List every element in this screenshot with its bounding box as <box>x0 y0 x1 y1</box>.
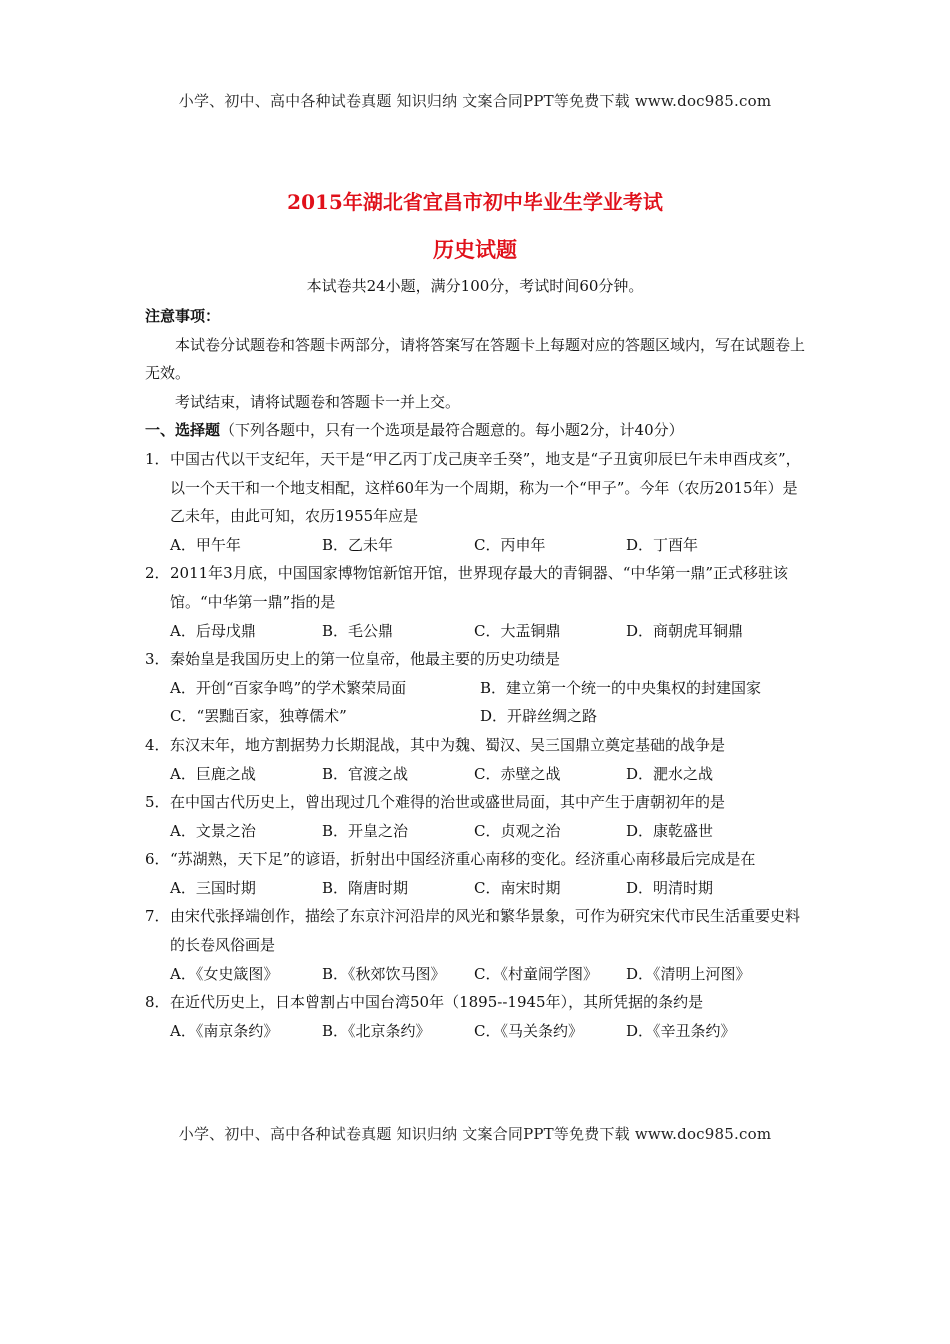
question-text: 在近代历史上，日本曾割占中国台湾50年（1895--1945年），其所凭据的条约是 <box>170 993 704 1012</box>
notice-paragraph-1: 本试卷分试题卷和答题卡两部分，请将答案写在答题卡上每题对应的答题区域内，写在试题卷上无效。 <box>145 335 806 383</box>
page-footer: 小学、初中、高中各种试卷真题 知识归纳 文案合同PPT等免费下载 www.doc985.com <box>178 1125 772 1143</box>
option-d: D．淝水之战 <box>626 764 714 783</box>
option-c: C．大盂铜鼎 <box>474 621 561 640</box>
option-d: D．《辛丑条约》 <box>626 1021 736 1040</box>
option-d: D．丁酉年 <box>626 535 699 554</box>
question-6 <box>145 845 810 902</box>
option-b: B．开皇之治 <box>322 821 409 840</box>
question-number: 3． <box>145 650 170 669</box>
option-a: A．三国时期 <box>170 878 256 897</box>
question-text: 2011年3月底，中国国家博物馆新馆开馆，世界现存最大的青铜器、“中华第一鼎”正式移驻该馆。“中华第一鼎”指的是 <box>170 564 789 611</box>
question-3 <box>145 645 810 731</box>
exam-body <box>145 302 810 1045</box>
page-header: 小学、初中、高中各种试卷真题 知识归纳 文案合同PPT等免费下载 www.doc985.com <box>178 92 772 110</box>
question-number: 8． <box>145 993 170 1012</box>
option-b: B．毛公鼎 <box>322 621 394 640</box>
question-number: 7． <box>145 907 170 926</box>
option-c: C．《村童闹学图》 <box>474 964 598 983</box>
exam-intro: 本试卷共24小题，满分100分，考试时间60分钟。 <box>306 277 644 295</box>
notice-heading: 注意事项： <box>145 307 221 325</box>
option-a: A．巨鹿之战 <box>170 764 256 783</box>
exam-title: 2015年湖北省宜昌市初中毕业生学业考试 <box>287 190 663 214</box>
option-b: B．《秋郊饮马图》 <box>322 964 446 983</box>
question-text: 在中国古代历史上，曾出现过几个难得的治世或盛世局面，其中产生于唐朝初年的是 <box>170 793 726 812</box>
question-4 <box>145 731 810 788</box>
question-text: 东汉末年，地方割据势力长期混战，其中为魏、蜀汉、吴三国鼎立奠定基础的战争是 <box>170 735 726 754</box>
question-number: 5． <box>145 793 170 812</box>
notice-paragraph-2: 考试结束，请将试题卷和答题卡一并上交。 <box>175 392 461 411</box>
exam-subtitle: 历史试题 <box>433 237 517 262</box>
option-c: C．赤壁之战 <box>474 764 561 783</box>
question-number: 6． <box>145 850 170 869</box>
question-text: 秦始皇是我国历史上的第一位皇帝，他最主要的历史功绩是 <box>170 650 561 669</box>
option-b: B．乙未年 <box>322 535 394 554</box>
section-heading: 一、选择题 <box>145 421 221 440</box>
option-b: B．《北京条约》 <box>322 1021 431 1040</box>
option-b: B．隋唐时期 <box>322 878 409 897</box>
option-d: D．开辟丝绸之路 <box>480 707 598 726</box>
question-text: 中国古代以干支纪年，天干是“甲乙丙丁戊己庚辛壬癸”，地支是“子丑寅卯辰巳午未申酉戌亥”，以一个天干和一个地支相配，这样60年为一个周期，称为一个“甲子”。今年（农历2015年）是乙未年，由此可知，农历1955年应是 <box>170 449 801 526</box>
option-c: C．《马关条约》 <box>474 1021 583 1040</box>
question-1 <box>145 445 810 559</box>
question-text: “苏湖熟，天下足”的谚语，折射出中国经济重心南移的变化。经济重心南移最后完成是在 <box>170 850 756 869</box>
question-number: 1． <box>145 449 170 468</box>
option-d: D．康乾盛世 <box>626 821 714 840</box>
option-d: D．商朝虎耳铜鼎 <box>626 621 744 640</box>
question-8 <box>145 988 810 1045</box>
option-a: A．《南京条约》 <box>170 1021 279 1040</box>
option-c: C．“罢黜百家，独尊儒术” <box>170 707 347 726</box>
option-c: C．丙申年 <box>474 535 546 554</box>
option-a: A．文景之治 <box>170 821 256 840</box>
question-text: 由宋代张择端创作，描绘了东京汴河沿岸的风光和繁华景象，可作为研究宋代市民生活重要史料的长卷风俗画是 <box>170 907 801 955</box>
question-number: 4． <box>145 735 170 754</box>
section-heading-line <box>145 416 810 445</box>
option-a: A．后母戊鼎 <box>170 621 256 640</box>
question-2 <box>145 559 810 645</box>
option-d: D．明清时期 <box>626 878 714 897</box>
question-number: 2． <box>145 564 170 583</box>
question-5 <box>145 788 810 845</box>
option-c: C．贞观之治 <box>474 821 561 840</box>
option-a: A．《女史箴图》 <box>170 964 279 983</box>
option-b: B．官渡之战 <box>322 764 409 783</box>
option-d: D．《清明上河图》 <box>626 964 751 983</box>
section-note: （下列各题中，只有一个选项是最符合题意的。每小题2分，计40分） <box>220 421 684 440</box>
option-b: B．建立第一个统一的中央集权的封建国家 <box>480 678 762 697</box>
option-c: C．南宋时期 <box>474 878 561 897</box>
option-a: A．甲午年 <box>170 535 241 554</box>
option-a: A．开创“百家争鸣”的学术繁荣局面 <box>170 678 407 697</box>
question-7 <box>145 902 810 988</box>
